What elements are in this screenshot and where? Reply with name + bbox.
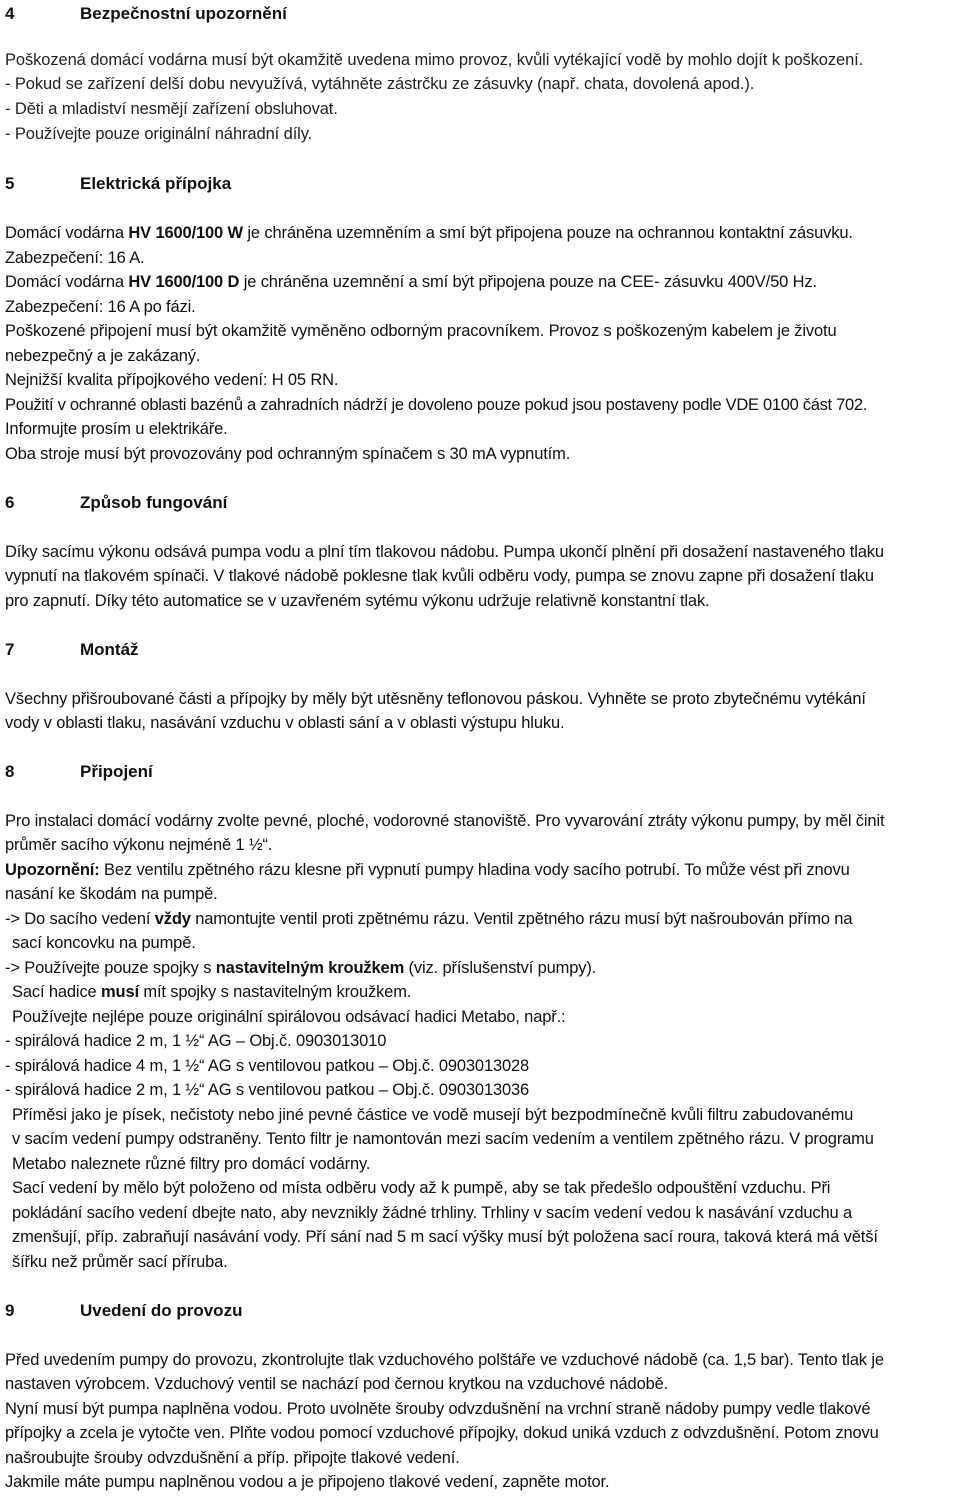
section-8-line: pokládání sacího vedení dbejte nato, aby nevznikly žádné trhliny. Trhliny v sacím vedení vedou k nasávání vzduchu a — [12, 1204, 853, 1222]
section-8-line: průměr sacího výkonu nejméně 1 ½“. — [5, 836, 273, 854]
hose-list-item: - spirálová hadice 2 m, 1 ½“ AG – Obj.č. 0903013010 — [5, 1032, 387, 1050]
section-5-line: Nejnižší kvalita přípojkového vedení: H 05 RN. — [5, 371, 339, 389]
section-9-title: Uvedení do provozu — [80, 1301, 243, 1320]
section-8-line: nasání ke škodám na pumpě. — [5, 885, 218, 903]
section-8-line: Příměsi jako je písek, nečistoty nebo jiné pevné částice ve vodě musejí být bezpodmínečně kvůli filtru zabudovanému — [12, 1106, 854, 1124]
section-5-line: Oba stroje musí být provozovány pod ochranným spínačem s 30 mA vypnutím. — [5, 445, 571, 463]
section-5-number: 5 — [5, 174, 15, 193]
section-8-line: sací koncovku na pumpě. — [12, 934, 196, 952]
section-6-title: Způsob fungování — [80, 493, 228, 512]
hose-list-item: - spirálová hadice 2 m, 1 ½“ AG s ventilovou patkou – Obj.č. 0903013036 — [5, 1081, 530, 1099]
section-8-line: Používejte nejlépe pouze originální spirálovou odsávací hadici Metabo, např.: — [12, 1008, 566, 1026]
section-9-line: nastaven výrobcem. Vzduchový ventil se nachází pod černou krytkou na vzduchové nádobě. — [5, 1375, 669, 1393]
section-8-line: -> Používejte pouze spojky s nastavitelným kroužkem (viz. příslušenství pumpy). — [5, 959, 597, 977]
section-8-number: 8 — [5, 762, 15, 781]
section-6-number: 6 — [5, 493, 15, 512]
section-8-line: šířku než průměr sací příruba. — [12, 1253, 228, 1271]
section-5-line: Poškozené připojení musí být okamžitě vyměněno odborným pracovníkem. Provoz s poškozeným kabelem je životu — [5, 322, 837, 340]
section-7-line: Všechny přišroubované části a přípojky by měly být utěsněny teflonovou páskou. Vyhněte se proto zbytečnému vytékání — [5, 690, 866, 708]
section-8-line: -> Do sacího vedení vždy namontujte ventil proti zpětnému rázu. Ventil zpětného rázu musí být našroubován přímo na — [5, 910, 853, 928]
section-8-line: Metabo naleznete různé filtry pro domácí vodárny. — [12, 1155, 371, 1173]
section-4-bullet: - Používejte pouze originální náhradní díly. — [5, 125, 313, 143]
hose-list-item: - spirálová hadice 4 m, 1 ½“ AG s ventilovou patkou – Obj.č. 0903013028 — [5, 1057, 530, 1075]
section-5-line: Zabezpečení: 16 A. — [5, 249, 145, 267]
section-5-line: nebezpečný a je zakázaný. — [5, 347, 201, 365]
section-8-line: Upozornění: Bez ventilu zpětného rázu klesne při vypnutí pumpy hladina vody sacího potrubí. To může vést při znovu — [5, 861, 850, 879]
section-6-line: vypnutí na tlakovém spínači. V tlakové nádobě poklesne tlak kvůli odběru vody, pumpa se znovu zapne při dosažení tlaku — [5, 567, 874, 585]
section-5-line: Zabezpečení: 16 A po fázi. — [5, 298, 196, 316]
section-4-number: 4 — [5, 4, 15, 23]
section-7-line: vody v oblasti tlaku, nasávání vzduchu v oblasti sání a v oblasti výstupu hluku. — [5, 714, 565, 732]
section-5-line: Informujte prosím u elektrikáře. — [5, 420, 228, 438]
section-9-line: našroubujte šrouby odvzdušnění a příp. připojte tlakové vedení. — [5, 1449, 460, 1467]
section-9-line: přípojky a zcela je vytočte ven. Plňte vodou pomocí vzduchové přípojky, dokud uniká vzduch z odvzdušnění. Potom znovu — [5, 1424, 879, 1442]
section-5-line: Domácí vodárna HV 1600/100 D je chráněna uzemnění a smí být připojena pouze na CEE- zásuvku 400V/50 Hz. — [5, 273, 817, 291]
section-4-title: Bezpečnostní upozornění — [80, 4, 287, 23]
warning-label: Upozornění: — [5, 861, 100, 879]
model-d: HV 1600/100 D — [128, 273, 240, 291]
section-5-title: Elektrická přípojka — [80, 174, 232, 193]
section-8-line: v sacím vedení pumpy odstraněny. Tento filtr je namontován mezi sacím vedením a ventilem zpětného rázu. V programu — [12, 1130, 874, 1148]
section-9-line: Nyní musí být pumpa naplněna vodou. Proto uvolněte šrouby odvzdušnění na vrchní straně nádoby pumpy vedle tlakové — [5, 1400, 871, 1418]
section-6-line: Díky sacímu výkonu odsává pumpa vodu a plní tím tlakovou nádobu. Pumpa ukončí plnění při dosažení nastaveného tlaku — [5, 543, 884, 561]
section-8-line: Sací hadice musí mít spojky s nastavitelným kroužkem. — [12, 983, 412, 1001]
section-8-line: zmenšují, příp. zabraňují nasávání vody. Pří sání nad 5 m sací výšky musí být položena sací roura, taková která má větší — [12, 1228, 878, 1246]
model-w: HV 1600/100 W — [128, 224, 243, 242]
section-5-line: Domácí vodárna HV 1600/100 W je chráněna uzemněním a smí být připojena pouze na ochrannou kontaktní zásuvku. — [5, 224, 853, 242]
section-4-bullet: - Pokud se zařízení delší dobu nevyužívá, vytáhněte zástrčku ze zásuvky (např. chata, dovolená apod.). — [5, 75, 755, 93]
section-7-number: 7 — [5, 640, 15, 659]
section-9-line: Jakmile máte pumpu naplněnou vodou a je připojeno tlakové vedení, zapněte motor. — [5, 1473, 610, 1491]
section-9-line: Před uvedením pumpy do provozu, zkontrolujte tlak vzduchového polštáře ve vzduchové nádobě (ca. 1,5 bar). Tento tlak je — [5, 1351, 884, 1369]
section-5-line: Použití v ochranné oblasti bazénů a zahradních nádrží je dovoleno pouze pokud jsou postaveny podle VDE 0100 část 702. — [5, 396, 868, 414]
section-8-line: Pro instalaci domácí vodárny zvolte pevné, ploché, vodorovné stanoviště. Pro vyvarování ztráty výkonu pumpy, by měl činit — [5, 812, 885, 830]
section-8-line: Sací vedení by mělo být položeno od místa odběru vody až k pumpě, aby se tak předešlo odpouštění vzduchu. Při — [12, 1179, 831, 1197]
section-4-paragraph: Poškozená domácí vodárna musí být okamžitě uvedena mimo provoz, kvůli vytékající vodě by mohlo dojít k poškození. — [5, 51, 864, 69]
section-8-title: Připojení — [80, 762, 153, 781]
section-9-number: 9 — [5, 1301, 15, 1320]
section-4-bullet: - Děti a mladiství nesmějí zařízení obsluhovat. — [5, 100, 338, 118]
section-7-title: Montáž — [80, 640, 139, 659]
section-6-line: pro zapnutí. Díky této automatice se v uzavřeném sytému výkonu udržuje relativně konstantní tlak. — [5, 592, 710, 610]
